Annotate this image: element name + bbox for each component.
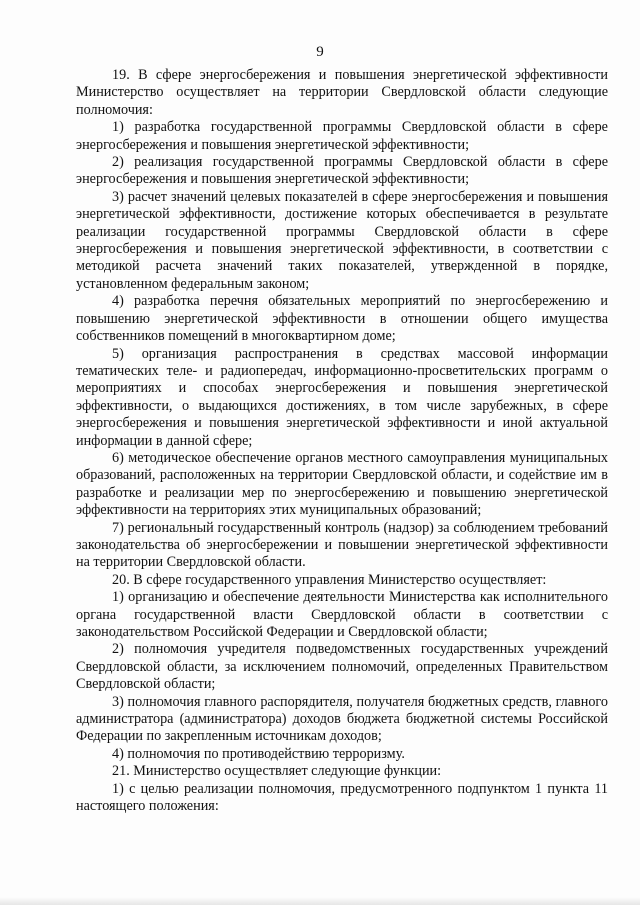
list-item-19-4: 4) разработка перечня обязательных мероприятий по энергосбережению и повышению энергетической эффективности в отношении общего имущества собственников помещений в многоквартирном доме; — [76, 293, 608, 345]
list-item-19-2: 2) реализация государственной программы Свердловской области в сфере энергосбережения и повышения энергетической эффективности; — [76, 154, 608, 188]
list-item-20-4: 4) полномочия по противодействию терроризму. — [112, 745, 405, 762]
list-item-21-1: 1) с целью реализации полномочия, предусмотренного подпунктом 1 пункта 11 настоящего положения: — [76, 780, 608, 815]
page-number: 9 — [316, 44, 324, 60]
paragraph-19: 19. В сфере энергосбережения и повышения энергетической эффективности Министерство осуществляет на территории Свердловской области следующие полномочия: — [76, 67, 608, 118]
list-item-19-7: 7) региональный государственный контроль (надзор) за соблюдением требований законодательства об энергосбережении и повышении энергетической эффективности на территории Свердловской области. — [76, 519, 608, 571]
document-body — [76, 67, 608, 815]
paragraph-21: 21. Министерство осуществляет следующие функции: — [112, 763, 442, 780]
list-item-19-1: 1) разработка государственной программы Свердловской области в сфере энергосбережения и повышения энергетической эффективности; — [76, 119, 608, 153]
list-item-20-2: 2) полномочия учредителя подведомственных государственных учреждений Свердловской области, за исключением полномочий, определенных Правительством Свердловской области; — [76, 641, 608, 693]
list-item-19-3: 3) расчет значений целевых показателей в сфере энергосбережения и повышения энергетической эффективности, достижение которых обеспечивается в результате реализации государственной программы Свердловской области в сфере энергосбережения и повышения энергетической эффективности, в соответствии с методикой расчета значений таких показателей, утвержденной в порядке, установленном федеральным законом; — [76, 188, 608, 292]
list-item-20-3: 3) полномочия главного распорядителя, получателя бюджетных средств, главного администратора (администратора) доходов бюджета бюджетной системы Российской Федерации по закрепленным источникам доходов; — [76, 693, 608, 745]
list-item-19-5: 5) организация распространения в средствах массовой информации тематических теле- и радиопередач, информационно-просветительских программ о мероприятиях и способах энергосбережения и повышения энергетической эффективности, о выдающихся достижениях, в том числе зарубежных, в сфере энергосбережения и повышения энергетической эффективности и иной актуальной информации в данной сфере; — [76, 345, 608, 449]
list-item-20-1: 1) организацию и обеспечение деятельности Министерства как исполнительного органа государственной власти Свердловской области в соответствии с законодательством Российской Федерации и Свердловской области; — [76, 589, 608, 640]
list-item-19-6: 6) методическое обеспечение органов местного самоуправления муниципальных образований, расположенных на территории Свердловской области, и содействие им в разработке и реализации мер по энергосбережению и повышению энергетической эффективности на территориях этих муниципальных образований; — [76, 449, 608, 519]
paragraph-20: 20. В сфере государственного управления Министерство осуществляет: — [112, 571, 547, 588]
page-bottom-edge — [0, 897, 640, 905]
